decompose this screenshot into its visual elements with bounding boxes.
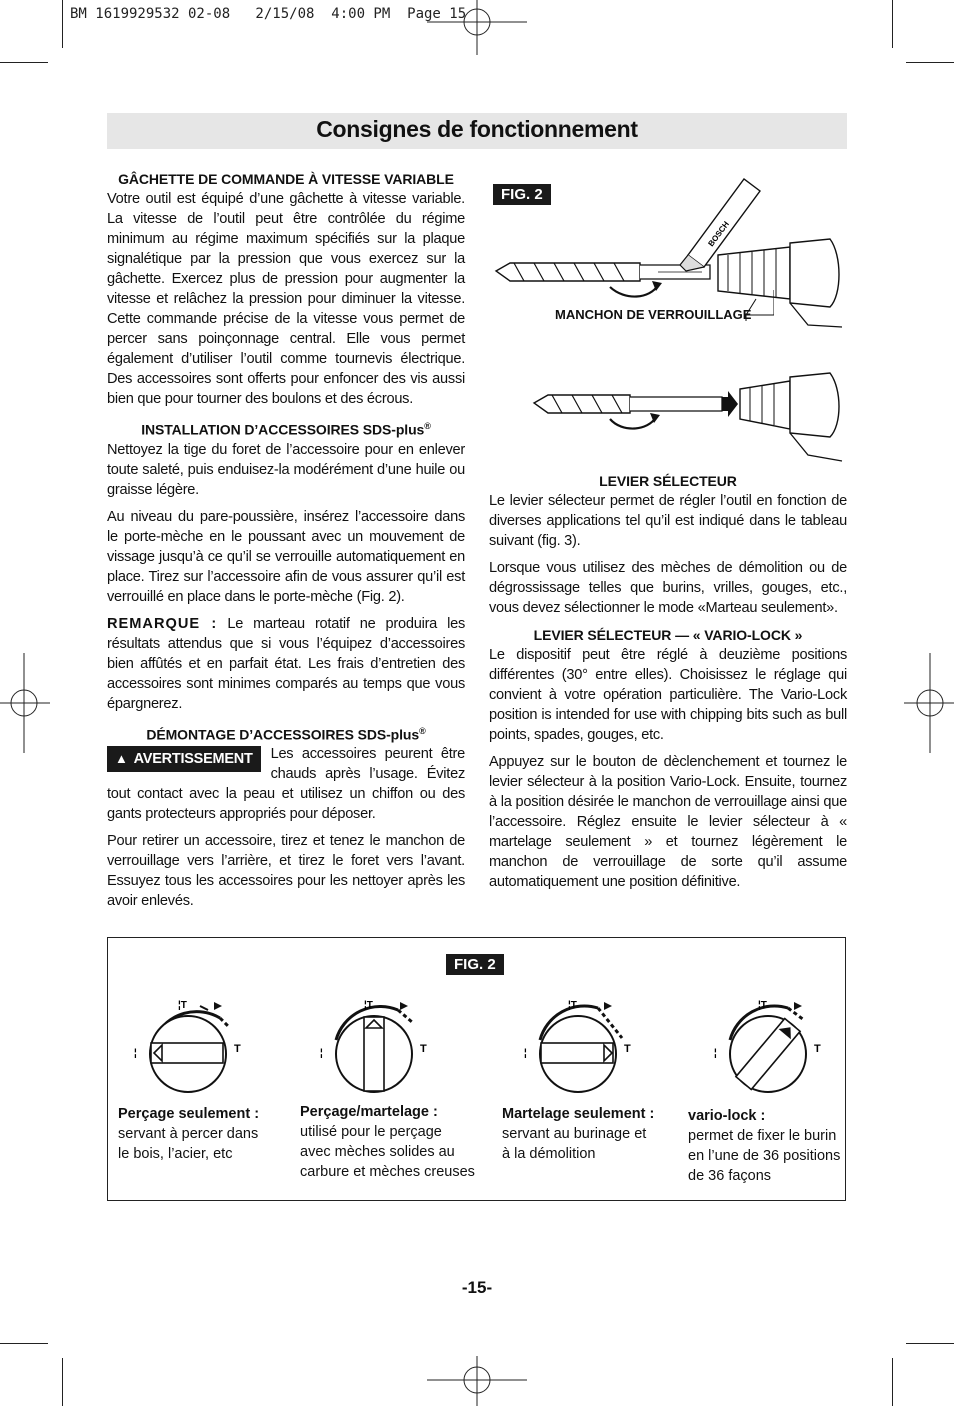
fig-label-top: FIG. 2 xyxy=(493,184,551,205)
registration-mark-right xyxy=(904,653,954,753)
registration-mark-left xyxy=(0,653,50,753)
install-paragraph-1: Nettoyez la tige du foret de l’accessoire pour en enlever toute saleté, puis enduisez-la modérément d’une huile ou graisse légère. xyxy=(107,441,465,498)
crop-mark xyxy=(0,62,48,63)
trigger-heading: GÂCHETTE DE COMMANDE À VITESSE VARIABLE xyxy=(118,171,454,187)
warning-badge xyxy=(107,746,261,772)
locking-sleeve-callout: MANCHON DE VERROUILLAGE xyxy=(555,307,752,322)
registered-mark: ® xyxy=(424,421,431,431)
svg-text:¦T: ¦T xyxy=(178,1000,187,1011)
crop-mark xyxy=(892,0,893,48)
selector-paragraph-1: Le levier sélecteur permet de régler l’outil en fonction de diverses applications tel qu’il est indiqué dans le tableau suivant (fig. 3). xyxy=(489,493,847,549)
svg-text:T: T xyxy=(624,1043,631,1055)
drill-bit-icon xyxy=(496,263,710,281)
right-column xyxy=(489,471,847,899)
vario-heading: LEVIER SÉLECTEUR — « VARIO-LOCK » xyxy=(533,627,803,643)
install-heading-text: INSTALLATION D’ACCESSOIRES SDS-plus xyxy=(141,421,425,438)
crop-mark xyxy=(62,0,63,48)
svg-text:¦T: ¦T xyxy=(364,1000,373,1011)
trigger-paragraph: Votre outil est équipé d’une gâchette à vitesse variable. La vitesse de l’outil peut être contrôlée du régime minimum au régime maximum spécifiés sur la plaque signalétique par la pression que vous exercez sur la gâchette. Exercez plus de pression pour augmenter la vitesse et relâchez la pression pour diminuer la vitesse. Cette commande précise de la vitesse vous permet de percer sans poinçonnage central. Elle vous permet également d’utiliser l’outil comme tournevis électrique. Des accessoires sont offerts pour enfoncer des vis aussi bien que pour tourner des boulons et des écrous. xyxy=(107,191,465,407)
dial-caption-line: le bois, l’acier, etc xyxy=(118,1146,233,1162)
dial-caption-heading: Perçage seulement : xyxy=(118,1106,260,1122)
remarque-paragraph xyxy=(107,614,465,714)
vario-paragraph-2: Appuyez sur le bouton de dèclenchement et tournez le levier sélecteur à la position Vario-Lock. Ensuite, tournez à la position désirée le manchon de verrouillage ainsi que l’accessoire. Réglez ensuite le levier sélecteur à « martelage seulement » et tournez légèrement le manchon de verrouillage de sorte qu’il assume automatiquement une position définitive. xyxy=(489,754,847,890)
dial-caption-heading: Martelage seulement : xyxy=(502,1106,655,1122)
dial-caption-line: carbure et mèches creuses xyxy=(300,1164,475,1180)
crop-mark xyxy=(892,1358,893,1406)
drill-bit-lower-icon xyxy=(534,395,722,413)
tube-brand-text: BOSCH xyxy=(706,219,731,249)
page-title: Consignes de fonctionnement xyxy=(316,116,638,142)
registered-mark: ® xyxy=(419,725,426,736)
svg-text:¦T: ¦T xyxy=(568,1000,577,1011)
dial-caption-line: à la démolition xyxy=(502,1146,596,1162)
dial-hammer-only-icon xyxy=(522,996,642,1100)
crop-mark xyxy=(906,62,954,63)
warning-paragraph xyxy=(107,744,465,824)
dial-caption-vario-lock xyxy=(688,1106,848,1186)
selector-figure-box xyxy=(107,937,846,1201)
removal-paragraph: Pour retirer un accessoire, tirez et tenez le manchon de verrouillage vers l’arrière, et tirez le foret vers l’avant. Essuyez tous les accessoires pour les nettoyer après les avoir enlevés. xyxy=(107,833,465,910)
warning-label: AVERTISSEMENT xyxy=(133,751,253,768)
dial-drill-hammer-icon xyxy=(318,996,438,1100)
removal-heading-text: DÉMONTAGE D’ACCESSOIRES SDS-plus xyxy=(146,726,420,743)
dial-drilling-only-icon xyxy=(132,996,252,1100)
left-column xyxy=(107,169,465,918)
svg-text:T: T xyxy=(420,1043,427,1055)
svg-text:T: T xyxy=(814,1043,821,1055)
remarque-text: Le marteau rotatif ne produira les résultats attendus que si vous l’équipez d’accessoires bien affûtés et en parfait état. Les frais d’entretien des accessoires sont minimes comparés au temps que vous épargnerez. xyxy=(107,615,465,712)
dial-caption-line: avec mèches solides au xyxy=(300,1144,455,1160)
dial-vario-lock-icon xyxy=(712,996,832,1100)
dial-caption-heading: vario-lock : xyxy=(688,1108,766,1124)
selector-heading: LEVIER SÉLECTEUR xyxy=(599,473,737,489)
svg-text:¦: ¦ xyxy=(714,1048,717,1059)
warning-triangle-icon: ▲ xyxy=(115,751,128,767)
registration-mark-bottom xyxy=(427,1356,527,1406)
dial-caption-hammer xyxy=(502,1104,682,1164)
dial-caption-line: en l’une de 36 positions xyxy=(688,1148,841,1164)
push-arrow-icon xyxy=(722,391,738,417)
removal-heading xyxy=(107,721,465,745)
callout-leader xyxy=(744,290,774,320)
install-paragraph-2: Au niveau du pare-poussière, insérez l’accessoire dans le porte-mèche en le poussant avec un mouvement de vissage jusqu’à ce qu’il se verrouille automatiquement en place. Tirez sur l’accessoire afin de vous assurer qu’il est verrouillé en place dans le porte-mèche (Fig. 2). xyxy=(107,508,465,605)
registration-mark-top xyxy=(427,0,527,55)
dial-caption-line: permet de fixer le burin xyxy=(688,1128,837,1144)
dial-caption-line: de 36 façons xyxy=(688,1168,772,1184)
remarque-label: REMARQUE : xyxy=(107,615,218,632)
install-heading xyxy=(107,416,465,440)
dial-caption-heading: Perçage/martelage : xyxy=(300,1104,438,1120)
rotate-arrow-icon xyxy=(610,285,658,297)
svg-text:¦: ¦ xyxy=(134,1048,137,1059)
rotate-arrow-lower-icon xyxy=(610,417,656,429)
warning-text: Les accessoires peurent être chauds après l’usage. Évitez tout contact avec la peau et utilisez un chiffon ou des gants protecteurs appropriés pour déposer. xyxy=(107,746,465,823)
chuck-lower-icon xyxy=(740,373,842,461)
crop-mark xyxy=(0,1343,48,1344)
svg-text:¦: ¦ xyxy=(320,1048,323,1059)
dial-caption-drilling xyxy=(118,1104,288,1164)
crop-mark xyxy=(906,1343,954,1344)
crop-mark xyxy=(62,1358,63,1406)
dial-caption-line: servant au burinage et xyxy=(502,1126,647,1142)
svg-text:¦T: ¦T xyxy=(758,1000,767,1011)
title-bar xyxy=(107,113,847,149)
page-number: -15- xyxy=(461,1278,493,1297)
selector-paragraph-2: Lorsque vous utilisez des mèches de démolition ou de dégrossissage telles que burins, vrilles, gouges, etc., vous devez sélectionner le mode «Marteau seulement». xyxy=(489,560,847,616)
dial-caption-line: servant à percer dans xyxy=(118,1126,259,1142)
svg-text:¦: ¦ xyxy=(524,1048,527,1059)
svg-text:T: T xyxy=(234,1043,241,1055)
dial-caption-line: utilisé pour le perçage xyxy=(300,1124,442,1140)
fig-label-bottom: FIG. 2 xyxy=(446,954,504,975)
print-header: BM 1619929532 02-08 2/15/08 4:00 PM Page 15 xyxy=(70,6,467,22)
dial-caption-drill-hammer xyxy=(300,1102,490,1182)
vario-paragraph-1: Le dispositif peut être réglé à deuzième positions différentes (30° entre elles). Choisissez le réglage qui convient à votre opération particulière. The Vario-Lock position is intended for use with chipping bits such as bull points, spades, gouges, etc. xyxy=(489,647,847,743)
